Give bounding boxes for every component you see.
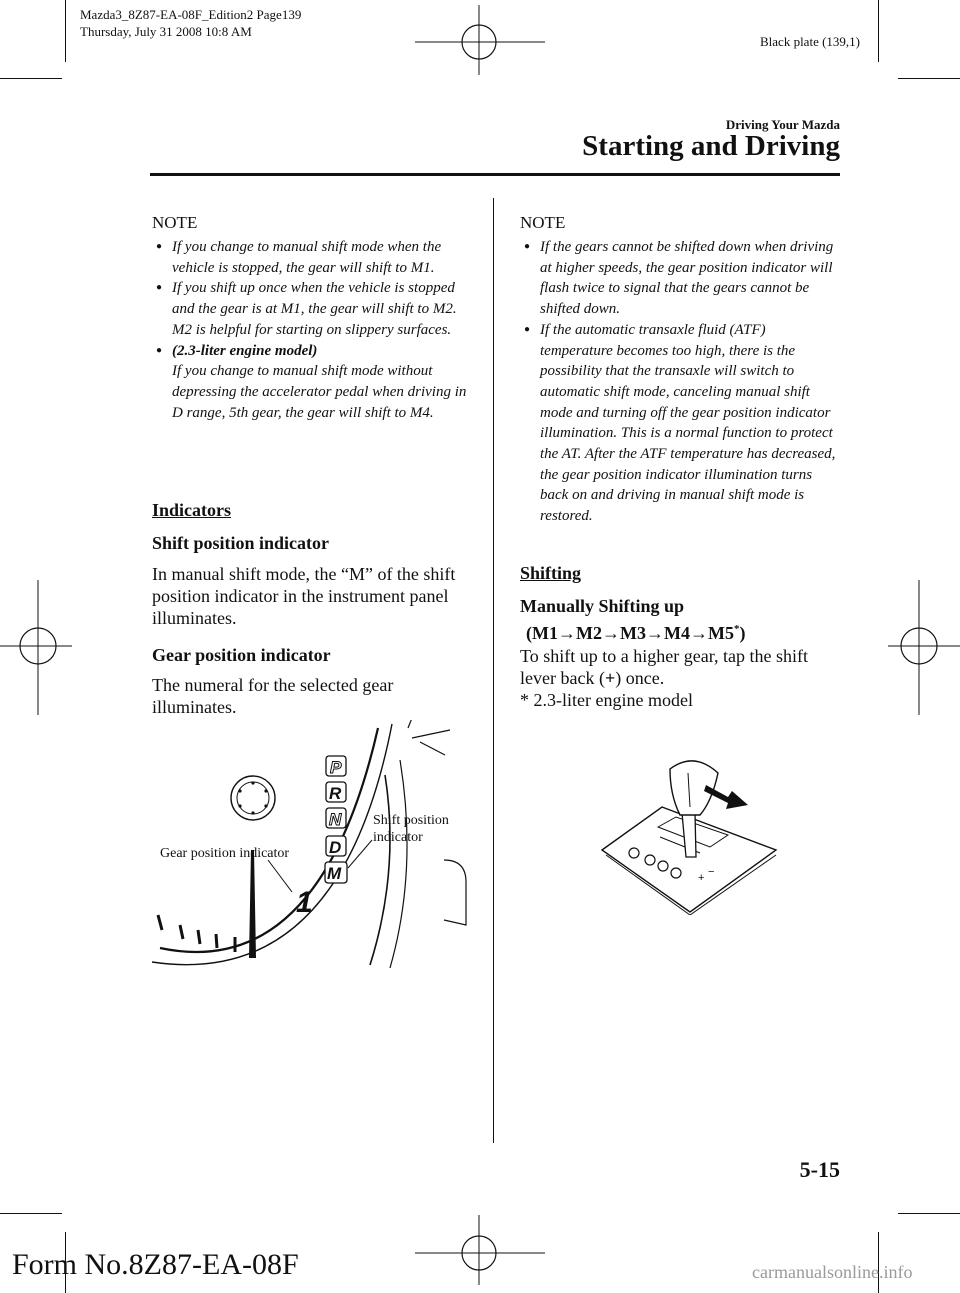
registration-mark-top [415, 5, 545, 75]
section-title: Driving Your Mazda [725, 117, 840, 132]
note-list [152, 237, 472, 423]
note-item [520, 237, 840, 320]
sequence-asterisk: * [733, 623, 740, 635]
note-text: If the automatic transaxle fluid (ATF) temperature becomes too high, there is the possibility that the transaxle will switch to automatic shift mode, canceling manual shift mode and turning off the gear position indicator illumination. This is a normal function to protect the AT. After the ATF temperature has decreased, the gear position indicator illumination turns back on and driving in manual shift mode is restored. [540, 321, 836, 525]
page-number: 5-15 [799, 1157, 840, 1182]
crop-mark [65, 0, 66, 62]
note-text: If you change to manual shift mode when the vehicle is stopped, the gear will shift to M1. [172, 239, 442, 276]
svg-text:D: D [329, 838, 342, 857]
shift-position-label-line2: indicator [373, 830, 423, 845]
sequence-close: ) [739, 623, 746, 643]
note-item [520, 320, 840, 527]
gear-indicator-text: The numeral for the selected gear illuminates. [152, 675, 394, 717]
shifting-heading: Shifting [520, 563, 582, 583]
shift-indicator-text: In manual shift mode, the “M” of the shift position indicator in the instrument panel illuminates. [152, 564, 456, 628]
svg-text:M: M [327, 864, 342, 883]
bullet-icon: ● [156, 241, 163, 252]
shift-position-label-line1: Shift position [373, 813, 449, 828]
column-separator [493, 198, 494, 1143]
svg-text:R: R [329, 784, 342, 803]
registration-mark-bottom [415, 1215, 545, 1285]
shift-letter-p [326, 756, 346, 777]
note-item [152, 341, 472, 424]
note-item [152, 278, 472, 340]
chapter-title: Starting and Driving [582, 130, 840, 162]
note-title: NOTE [520, 213, 566, 232]
print-info [80, 6, 301, 40]
shift-position-label [373, 812, 449, 846]
indicators-heading: Indicators [152, 500, 232, 520]
crop-mark [0, 78, 62, 79]
crop-mark [878, 0, 879, 62]
bullet-icon: ● [524, 241, 531, 252]
gear-position-label: Gear position indicator [160, 846, 290, 861]
crop-mark [0, 1213, 62, 1214]
header-rule [150, 173, 840, 176]
form-number: Form No.8Z87-EA-08F [12, 1248, 299, 1281]
svg-text:P: P [330, 758, 342, 777]
registration-mark-right [888, 580, 960, 715]
watermark: carmanualsonline.info [752, 1262, 913, 1282]
print-info-line1: Mazda3_8Z87-EA-08F_Edition2 Page139 [80, 7, 302, 22]
print-info-line2: Thursday, July 31 2008 10:8 AM [80, 24, 252, 39]
gear-indicator-heading: Gear position indicator [152, 645, 331, 665]
gear-numeral: 1 [296, 886, 313, 919]
right-column [520, 213, 840, 527]
instruction-pre: To shift up to a higher gear, tap the shift lever back ( [520, 646, 808, 688]
note-list [520, 237, 840, 527]
shift-letter-n [326, 808, 346, 829]
lever-plus-label: + [698, 872, 705, 884]
left-column [152, 213, 472, 423]
note-text: If you change to manual shift mode without depressing the accelerator pedal when driving in D range, 5th gear, the gear will shift to M4. [172, 363, 467, 421]
plate-info: Black plate (139,1) [760, 34, 860, 49]
shift-sequence [526, 623, 745, 644]
shift-indicator-heading: Shift position indicator [152, 533, 330, 553]
shift-letter-r [326, 782, 346, 803]
registration-mark-left [0, 580, 72, 715]
shift-lever-figure [600, 755, 780, 915]
svg-text:N: N [329, 810, 342, 829]
bullet-icon: ● [156, 344, 163, 356]
bullet-icon: ● [156, 282, 163, 294]
shift-up-instruction [520, 645, 830, 689]
bullet-icon: ● [524, 323, 531, 335]
lever-minus-label: − [708, 866, 715, 878]
note-item [152, 237, 472, 278]
shift-letter-m [325, 862, 347, 883]
shift-up-heading: Manually Shifting up [520, 596, 685, 616]
sequence-text: (M1→M2→M3→M4→M5 [526, 623, 734, 643]
note-title: NOTE [152, 213, 198, 232]
crop-mark [898, 78, 960, 79]
footnote: * 2.3-liter engine model [520, 690, 693, 710]
instruction-post: ) once. [615, 668, 665, 688]
crop-mark [898, 1213, 960, 1214]
plus-icon: + [604, 668, 616, 688]
note-text: If you shift up once when the vehicle is stopped and the gear is at M1, the gear will shift to M2. M2 is helpful for starting on slippery surfaces. [172, 280, 457, 338]
shift-letter-d [326, 836, 346, 857]
note-text: If the gears cannot be shifted down when driving at higher speeds, the gear position indicator will flash twice to signal that the gears cannot be shifted down. [540, 239, 834, 318]
note-engine-model: (2.3-liter engine model) [172, 342, 318, 359]
